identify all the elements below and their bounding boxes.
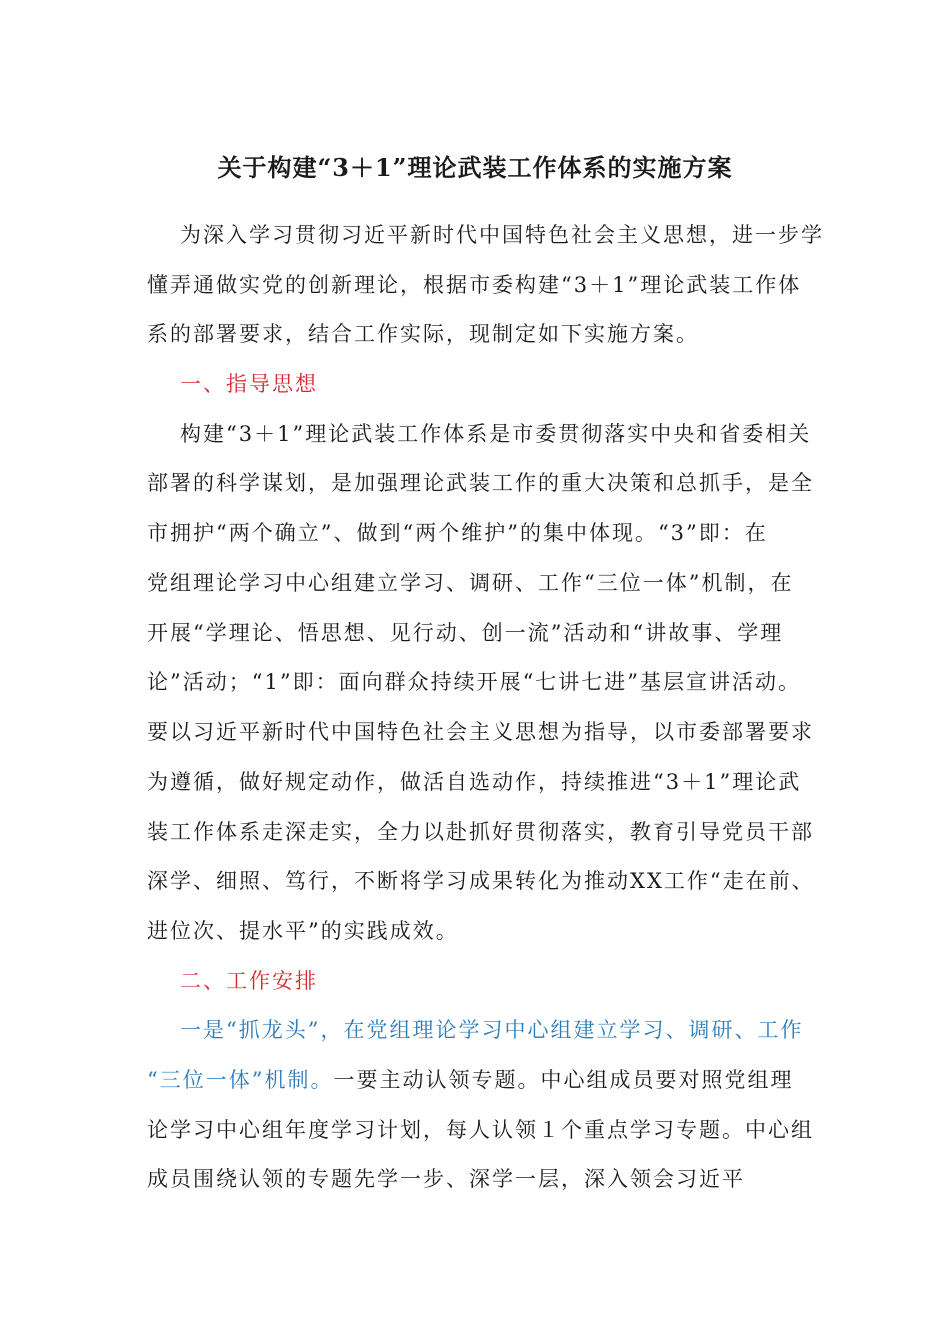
mixed-line [147,1065,793,1095]
body-line: 装工作体系走深走实，全力以赴抓好贯彻落实，教育引导党员干部 [147,820,814,844]
body-line: 论”活动；“1”即：面向群众持续开展“七讲七进”基层宣讲活动。 [147,670,802,694]
body-line: 深学、细照、笃行，不断将学习成果转化为推动XX工作“走在前、 [147,869,815,893]
body-text: 一要主动认领专题。中心组成员要对照党组理 [333,1068,794,1092]
body-line: 开展“学理论、悟思想、见行动、创一流”活动和“讲故事、学理 [147,621,784,645]
body-line: 部署的科学谋划，是加强理论武装工作的重大决策和总抓手，是全 [147,471,814,495]
section-heading-work-arrangement: 二、工作安排 [180,969,318,993]
subheading-tail: “三位一体”机制。 [147,1068,334,1092]
body-line: 为遵循，做好规定动作，做活自选动作，持续推进“3＋1”理论武 [147,770,802,794]
intro-line: 系的部署要求，结合工作实际，现制定如下实施方案。 [147,322,699,346]
subheading-line: 一是“抓龙头”，在党组理论学习中心组建立学习、调研、工作 [180,1018,804,1042]
body-line: 成员围绕认领的专题先学一步、深学一层，深入领会习近平 [147,1167,745,1191]
document-title: 关于构建“3＋1”理论武装工作体系的实施方案 [217,153,733,182]
body-line: 要以习近平新时代中国特色社会主义思想为指导，以市委部署要求 [147,720,814,744]
section-heading-guiding-thought: 一、指导思想 [180,372,318,396]
body-line: 构建“3＋1”理论武装工作体系是市委贯彻落实中央和省委相关 [180,422,812,446]
body-line: 市拥护“两个确立”、做到“两个维护”的集中体现。“3”即：在 [147,521,768,545]
body-line: 党组理论学习中心组建立学习、调研、工作“三位一体”机制，在 [147,571,794,595]
intro-line: 为深入学习贯彻习近平新时代中国特色社会主义思想，进一步学 [180,223,824,247]
intro-line: 懂弄通做实党的创新理论，根据市委构建“3＋1”理论武装工作体 [147,273,802,297]
body-line: 论学习中心组年度学习计划，每人认领１个重点学习专题。中心组 [147,1118,814,1142]
body-line: 进位次、提水平”的实践成效。 [147,919,459,943]
